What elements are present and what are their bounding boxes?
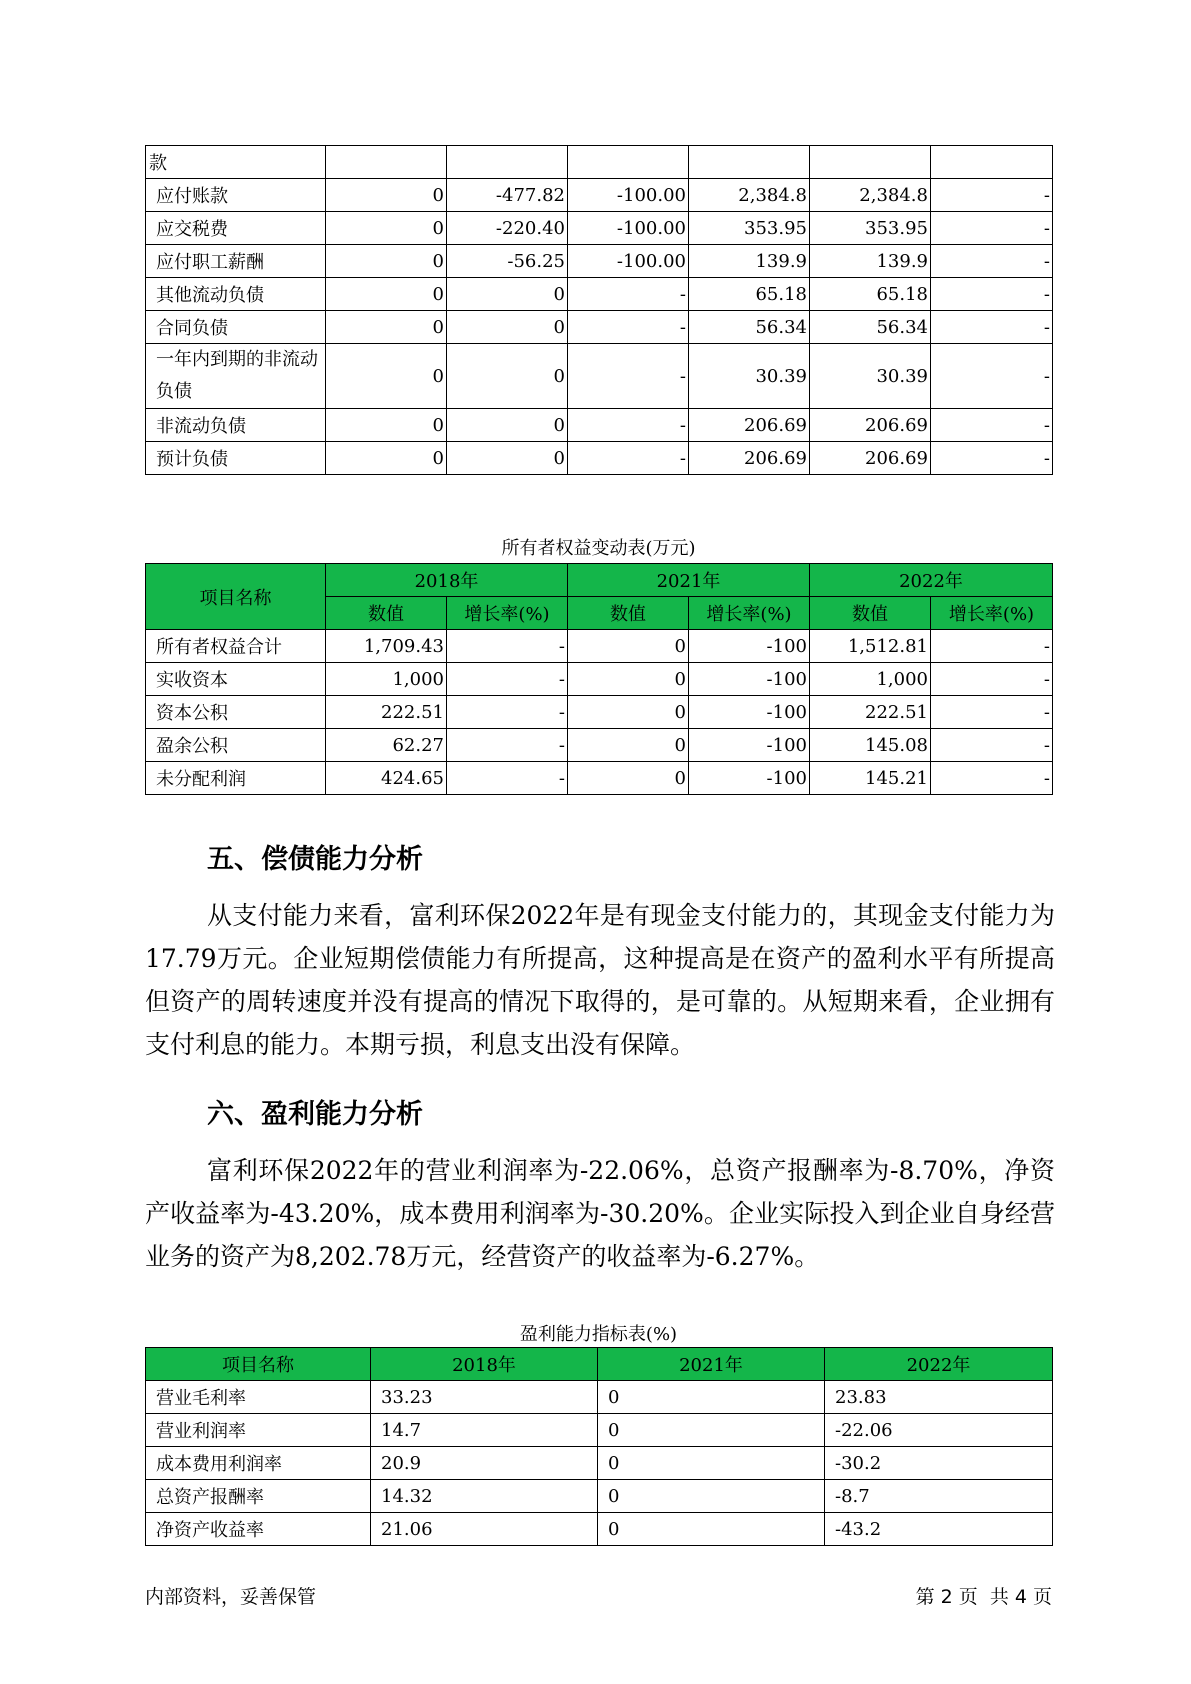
item-name: 盈余公积 bbox=[146, 729, 326, 762]
table-cell: -100 bbox=[689, 630, 810, 663]
item-name: 资本公积 bbox=[146, 696, 326, 729]
column-header-year: 2022年 bbox=[825, 1348, 1053, 1381]
table-cell: 65.18 bbox=[689, 278, 810, 311]
profit-table-caption: 盈利能力指标表(%) bbox=[519, 1324, 678, 1345]
item-name: 所有者权益合计 bbox=[146, 630, 326, 663]
column-header-item: 项目名称 bbox=[146, 1348, 371, 1381]
table-row bbox=[146, 278, 1053, 311]
table-cell: - bbox=[568, 409, 689, 442]
table-cell: -100 bbox=[689, 696, 810, 729]
column-header-value: 数值 bbox=[326, 597, 447, 630]
column-header-year: 2018年 bbox=[326, 564, 568, 597]
table-cell: 1,000 bbox=[810, 663, 931, 696]
table-cell: 139.9 bbox=[810, 245, 931, 278]
table-row bbox=[146, 245, 1053, 278]
table-cell: 30.39 bbox=[810, 344, 931, 409]
table-cell: 0 bbox=[568, 663, 689, 696]
column-header-year: 2021年 bbox=[568, 564, 810, 597]
column-header-growth: 增长率(%) bbox=[931, 597, 1053, 630]
section-paragraph: 从支付能力来看，富利环保2022年是有现金支付能力的，其现金支付能力为17.79万元。企业短期偿债能力有所提高，这种提高是在资产的盈利水平有所提高但资产的周转速度并没有提高的情况下取得的，是可靠的。从短期来看，企业拥有支付利息的能力。本期亏损，利息支出没有保障。 bbox=[145, 901, 1055, 1059]
footer-confidential-note: 内部资料，妥善保管 bbox=[145, 1586, 317, 1608]
table-cell: -100 bbox=[689, 729, 810, 762]
table-cell: 30.39 bbox=[689, 344, 810, 409]
table-cell: 56.34 bbox=[810, 311, 931, 344]
table-cell: - bbox=[568, 442, 689, 475]
section-heading: 五、偿债能力分析 bbox=[207, 844, 423, 875]
item-name: 营业利润率 bbox=[146, 1414, 371, 1447]
table-row bbox=[146, 1513, 1053, 1546]
table-cell: 2,384.8 bbox=[689, 179, 810, 212]
table-row bbox=[146, 663, 1053, 696]
column-header-year: 2018年 bbox=[371, 1348, 598, 1381]
table-cell: - bbox=[931, 179, 1053, 212]
table-cell: 0 bbox=[326, 344, 447, 409]
table-cell: 0 bbox=[447, 344, 568, 409]
table-cell: 0 bbox=[568, 729, 689, 762]
table-cell: 0 bbox=[326, 212, 447, 245]
table-cell: - bbox=[568, 311, 689, 344]
column-header-year: 2021年 bbox=[598, 1348, 825, 1381]
table-cell: -100.00 bbox=[568, 245, 689, 278]
item-name: 营业毛利率 bbox=[146, 1381, 371, 1414]
table-cell bbox=[931, 146, 1053, 179]
table-cell: 1,512.81 bbox=[810, 630, 931, 663]
profit-table bbox=[145, 1347, 1053, 1546]
table-row bbox=[146, 729, 1053, 762]
column-header-growth: 增长率(%) bbox=[689, 597, 810, 630]
table-cell: 206.69 bbox=[810, 409, 931, 442]
table-cell: -8.7 bbox=[825, 1480, 1053, 1513]
liabilities-table bbox=[145, 145, 1053, 475]
item-name: 实收资本 bbox=[146, 663, 326, 696]
table-cell: 1,709.43 bbox=[326, 630, 447, 663]
table-cell: - bbox=[931, 696, 1053, 729]
item-name: 预计负债 bbox=[146, 442, 326, 475]
table-cell: - bbox=[931, 212, 1053, 245]
table-cell: 0 bbox=[568, 630, 689, 663]
table-cell: - bbox=[447, 663, 568, 696]
table-cell: - bbox=[447, 630, 568, 663]
table-cell: - bbox=[568, 278, 689, 311]
table-row bbox=[146, 630, 1053, 663]
table-cell: - bbox=[447, 729, 568, 762]
table-cell: - bbox=[931, 729, 1053, 762]
equity-table-caption: 所有者权益变动表(万元) bbox=[501, 538, 696, 559]
table-cell bbox=[810, 146, 931, 179]
table-cell: -477.82 bbox=[447, 179, 568, 212]
table-row bbox=[146, 311, 1053, 344]
table-cell: -100.00 bbox=[568, 212, 689, 245]
table-row bbox=[146, 442, 1053, 475]
table-cell: 0 bbox=[447, 311, 568, 344]
item-name: 其他流动负债 bbox=[146, 278, 326, 311]
table-cell: 0 bbox=[326, 409, 447, 442]
table-cell: 33.23 bbox=[371, 1381, 598, 1414]
table-cell: 0 bbox=[326, 245, 447, 278]
item-name: 非流动负债 bbox=[146, 409, 326, 442]
table-cell: - bbox=[568, 344, 689, 409]
table-cell: - bbox=[931, 344, 1053, 409]
item-name: 净资产收益率 bbox=[146, 1513, 371, 1546]
table-cell: 139.9 bbox=[689, 245, 810, 278]
table-cell: 0 bbox=[326, 442, 447, 475]
table-cell: 1,000 bbox=[326, 663, 447, 696]
table-row bbox=[146, 212, 1053, 245]
item-name: 成本费用利润率 bbox=[146, 1447, 371, 1480]
table-cell: 0 bbox=[326, 278, 447, 311]
table-cell: - bbox=[931, 278, 1053, 311]
table-cell: -100 bbox=[689, 663, 810, 696]
table-cell: 0 bbox=[447, 278, 568, 311]
table-cell: 145.21 bbox=[810, 762, 931, 795]
table-cell: -43.2 bbox=[825, 1513, 1053, 1546]
table-cell: 0 bbox=[598, 1414, 825, 1447]
table-cell: 353.95 bbox=[689, 212, 810, 245]
item-name: 合同负债 bbox=[146, 311, 326, 344]
table-row bbox=[146, 1414, 1053, 1447]
item-name: 应交税费 bbox=[146, 212, 326, 245]
table-cell: - bbox=[931, 762, 1053, 795]
table-cell bbox=[447, 146, 568, 179]
item-name: 应付账款 bbox=[146, 179, 326, 212]
table-cell: -220.40 bbox=[447, 212, 568, 245]
table-row bbox=[146, 179, 1053, 212]
table-cell: 2,384.8 bbox=[810, 179, 931, 212]
table-cell: 0 bbox=[447, 409, 568, 442]
table-cell: 0 bbox=[326, 311, 447, 344]
table-cell: 0 bbox=[568, 696, 689, 729]
table-cell: - bbox=[931, 663, 1053, 696]
table-cell bbox=[568, 146, 689, 179]
table-cell: - bbox=[931, 442, 1053, 475]
table-cell: -30.2 bbox=[825, 1447, 1053, 1480]
table-cell: - bbox=[931, 630, 1053, 663]
table-cell: - bbox=[447, 762, 568, 795]
item-name: 一年内到期的非流动负债 bbox=[146, 344, 326, 409]
table-header-row bbox=[146, 1348, 1053, 1381]
table-cell: -22.06 bbox=[825, 1414, 1053, 1447]
table-row bbox=[146, 696, 1053, 729]
table-cell: 0 bbox=[598, 1447, 825, 1480]
table-cell: 206.69 bbox=[689, 409, 810, 442]
item-name: 应付职工薪酬 bbox=[146, 245, 326, 278]
column-header-year: 2022年 bbox=[810, 564, 1053, 597]
table-cell bbox=[689, 146, 810, 179]
table-cell: 0 bbox=[568, 762, 689, 795]
table-cell: 0 bbox=[326, 179, 447, 212]
table-row bbox=[146, 762, 1053, 795]
table-cell: -100 bbox=[689, 762, 810, 795]
table-cell: 206.69 bbox=[689, 442, 810, 475]
table-cell: 56.34 bbox=[689, 311, 810, 344]
table-cell: 0 bbox=[447, 442, 568, 475]
table-cell: 222.51 bbox=[326, 696, 447, 729]
item-name: 未分配利润 bbox=[146, 762, 326, 795]
table-row bbox=[146, 409, 1053, 442]
table-cell: -56.25 bbox=[447, 245, 568, 278]
table-cell: - bbox=[447, 696, 568, 729]
table-cell: - bbox=[931, 311, 1053, 344]
column-header-item: 项目名称 bbox=[146, 564, 326, 630]
table-cell: 353.95 bbox=[810, 212, 931, 245]
section-paragraph: 富利环保2022年的营业利润率为-22.06%，总资产报酬率为-8.70%，净资产收益率为-43.20%，成本费用利润率为-30.20%。企业实际投入到企业自身经营业务的资产为8,202.78万元，经营资产的收益率为-6.27%。 bbox=[145, 1156, 1055, 1271]
table-row bbox=[146, 146, 1053, 179]
table-cell: 0 bbox=[598, 1480, 825, 1513]
table-cell: 222.51 bbox=[810, 696, 931, 729]
table-cell: 20.9 bbox=[371, 1447, 598, 1480]
table-cell: -100.00 bbox=[568, 179, 689, 212]
table-row bbox=[146, 1480, 1053, 1513]
item-name: 款 bbox=[146, 146, 326, 179]
table-cell: 0 bbox=[598, 1381, 825, 1414]
table-cell: 21.06 bbox=[371, 1513, 598, 1546]
table-cell: 424.65 bbox=[326, 762, 447, 795]
equity-table bbox=[145, 563, 1053, 795]
table-row bbox=[146, 1447, 1053, 1480]
table-cell: - bbox=[931, 409, 1053, 442]
table-cell: 0 bbox=[598, 1513, 825, 1546]
table-cell: 62.27 bbox=[326, 729, 447, 762]
table-cell: 145.08 bbox=[810, 729, 931, 762]
table-row bbox=[146, 1381, 1053, 1414]
table-cell: 23.83 bbox=[825, 1381, 1053, 1414]
table-row bbox=[146, 344, 1053, 409]
column-header-growth: 增长率(%) bbox=[447, 597, 568, 630]
footer-page-number: 第 2 页 共 4 页 bbox=[915, 1586, 1052, 1608]
item-name: 总资产报酬率 bbox=[146, 1480, 371, 1513]
table-cell: 14.7 bbox=[371, 1414, 598, 1447]
table-cell: 65.18 bbox=[810, 278, 931, 311]
column-header-value: 数值 bbox=[568, 597, 689, 630]
table-cell: - bbox=[931, 245, 1053, 278]
table-cell: 14.32 bbox=[371, 1480, 598, 1513]
section-heading: 六、盈利能力分析 bbox=[207, 1099, 423, 1130]
table-cell bbox=[326, 146, 447, 179]
table-header-row bbox=[146, 564, 1053, 597]
column-header-value: 数值 bbox=[810, 597, 931, 630]
table-cell: 206.69 bbox=[810, 442, 931, 475]
